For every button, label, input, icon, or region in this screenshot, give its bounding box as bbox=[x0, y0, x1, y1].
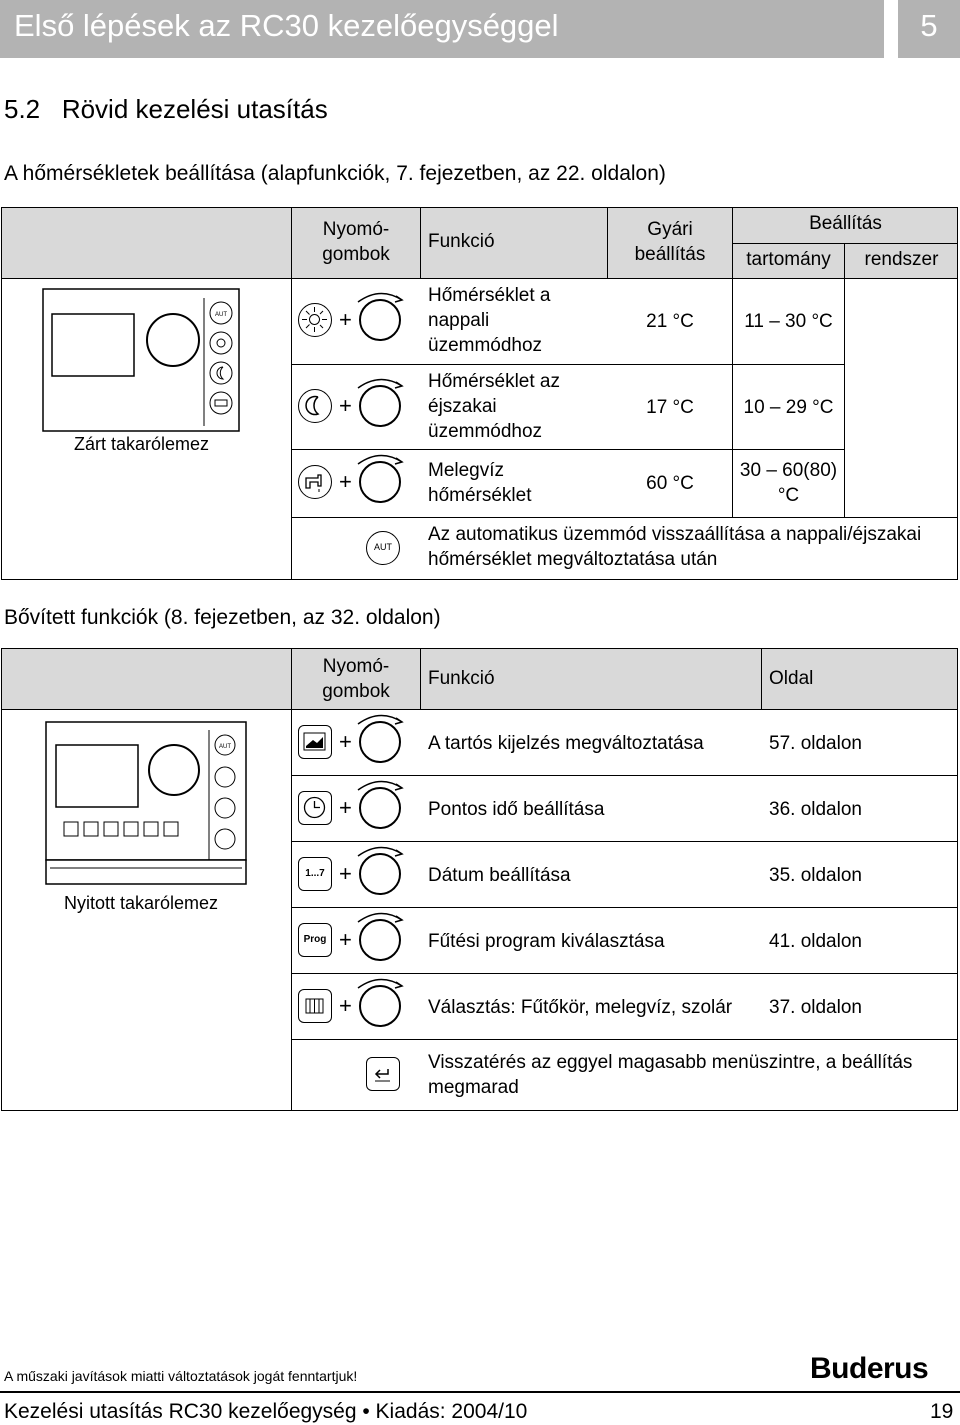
day-range-icon: 1...7 bbox=[305, 868, 325, 879]
plus-sign: + bbox=[339, 927, 352, 952]
footer-text: Kezelési utasítás RC30 kezelőegység • Kiadás: 2004/10 bbox=[4, 1400, 528, 1423]
plus-sign: + bbox=[339, 795, 352, 820]
circuit-button[interactable] bbox=[298, 989, 332, 1023]
header-buttons: Nyomó- gombok bbox=[322, 219, 390, 265]
row-display-page: 57. oldalon bbox=[769, 733, 862, 754]
row-night-function: Hőmérséklet az éjszakai üzemmódhoz bbox=[428, 371, 560, 442]
moon-icon bbox=[299, 390, 330, 421]
row-date-page: 35. oldalon bbox=[769, 865, 862, 886]
row-water-range: 30 – 60(80) °C bbox=[739, 460, 838, 506]
row-water-factory: 60 °C bbox=[646, 473, 694, 494]
rotary-knob[interactable] bbox=[359, 385, 401, 427]
rotate-arrow-icon bbox=[354, 776, 406, 792]
aut-button[interactable]: AUT bbox=[366, 531, 400, 565]
row-day-range: 11 – 30 °C bbox=[744, 311, 833, 332]
rotary-knob[interactable] bbox=[359, 721, 401, 763]
rotary-knob[interactable] bbox=[359, 299, 401, 341]
row-circuit-function: Választás: Fűtőkör, melegvíz, szolár bbox=[428, 997, 733, 1018]
row-display-function: A tartós kijelzés megváltoztatása bbox=[428, 733, 704, 754]
header-page: Oldal bbox=[769, 668, 814, 689]
row-night-factory: 17 °C bbox=[646, 397, 694, 418]
display-button[interactable] bbox=[298, 725, 332, 759]
sun-icon bbox=[299, 304, 330, 335]
chapter-number: 5 bbox=[920, 8, 938, 43]
page-title: Első lépések az RC30 kezelőegységgel bbox=[14, 8, 559, 43]
tap-icon bbox=[299, 466, 330, 497]
sun-button[interactable] bbox=[298, 303, 332, 337]
plus-sign: + bbox=[339, 469, 352, 494]
row-clock-page: 36. oldalon bbox=[769, 799, 862, 820]
table1-title: A hőmérsékletek beállítása (alapfunkciók, 7. fejezetben, az 22. oldalon) bbox=[4, 162, 666, 185]
closed-cover-label: Zárt takarólemez bbox=[74, 434, 210, 454]
row-circuit-page: 37. oldalon bbox=[769, 997, 862, 1018]
header-factory: Gyári beállítás bbox=[634, 219, 706, 265]
closed-device-illustration bbox=[42, 288, 242, 433]
return-icon bbox=[367, 1058, 398, 1089]
table2-title: Bővített funkciók (8. fejezetben, az 32. oldalon) bbox=[4, 606, 441, 629]
rotate-arrow-icon bbox=[354, 288, 406, 304]
open-device-illustration bbox=[44, 720, 249, 888]
display-icon bbox=[299, 726, 330, 757]
clock-icon bbox=[299, 792, 330, 823]
prog-icon: Prog bbox=[303, 934, 327, 945]
rotary-knob[interactable] bbox=[359, 853, 401, 895]
open-cover-label: Nyitott takarólemez bbox=[64, 893, 219, 913]
aut-function: Az automatikus üzemmód visszaállítása a nappali/éjszakai hőmérséklet megváltoztatása után bbox=[428, 524, 922, 570]
plus-sign: + bbox=[339, 861, 352, 886]
moon-button[interactable] bbox=[298, 389, 332, 423]
disclaimer-note: A műszaki javítások miatti változtatások jogát fenntartjuk! bbox=[4, 1368, 358, 1384]
buderus-logo: Buderus bbox=[810, 1352, 929, 1385]
rotary-knob[interactable] bbox=[359, 919, 401, 961]
row-water-function: Melegvíz hőmérséklet bbox=[428, 460, 532, 506]
row-day-function: Hőmérséklet a nappali üzemmódhoz bbox=[428, 285, 551, 356]
section-title: 5.2 Rövid kezelési utasítás bbox=[4, 94, 328, 124]
clock-button[interactable] bbox=[298, 791, 332, 825]
rotary-knob[interactable] bbox=[359, 985, 401, 1027]
row-return-function: Visszatérés az eggyel magasabb menüszintre, a beállítás megmarad bbox=[428, 1052, 913, 1098]
row-prog-page: 41. oldalon bbox=[769, 931, 862, 952]
day-range-button[interactable] bbox=[298, 857, 332, 891]
header-buttons: Nyomó- gombok bbox=[322, 656, 390, 702]
plus-sign: + bbox=[339, 729, 352, 754]
return-button[interactable] bbox=[366, 1057, 400, 1091]
plus-sign: + bbox=[339, 307, 352, 332]
svg-text:AUT: AUT bbox=[215, 312, 227, 318]
row-day-factory: 21 °C bbox=[646, 311, 694, 332]
plus-sign: + bbox=[339, 393, 352, 418]
prog-button[interactable] bbox=[298, 923, 332, 957]
row-clock-function: Pontos idő beállítása bbox=[428, 799, 605, 820]
header-function: Funkció bbox=[428, 231, 495, 252]
rotary-knob[interactable] bbox=[359, 787, 401, 829]
rotate-arrow-icon bbox=[354, 710, 406, 726]
header-setting: Beállítás bbox=[809, 213, 882, 234]
page-number: 19 bbox=[930, 1400, 954, 1423]
rotate-arrow-icon bbox=[354, 974, 406, 990]
row-date-function: Dátum beállítása bbox=[428, 865, 571, 886]
header-function: Funkció bbox=[428, 668, 495, 689]
row-prog-function: Fűtési program kiválasztása bbox=[428, 931, 665, 952]
plus-sign: + bbox=[339, 993, 352, 1018]
header-system: rendszer bbox=[864, 249, 939, 270]
header-range: tartomány bbox=[746, 249, 831, 270]
rotate-arrow-icon bbox=[354, 908, 406, 924]
svg-text:AUT: AUT bbox=[219, 744, 231, 750]
rotate-arrow-icon bbox=[354, 842, 406, 858]
rotate-arrow-icon bbox=[354, 450, 406, 466]
row-night-range: 10 – 29 °C bbox=[743, 397, 834, 418]
hot-water-button[interactable] bbox=[298, 465, 332, 499]
rotary-knob[interactable] bbox=[359, 461, 401, 503]
rotate-arrow-icon bbox=[354, 374, 406, 390]
radiator-icon bbox=[299, 990, 330, 1021]
